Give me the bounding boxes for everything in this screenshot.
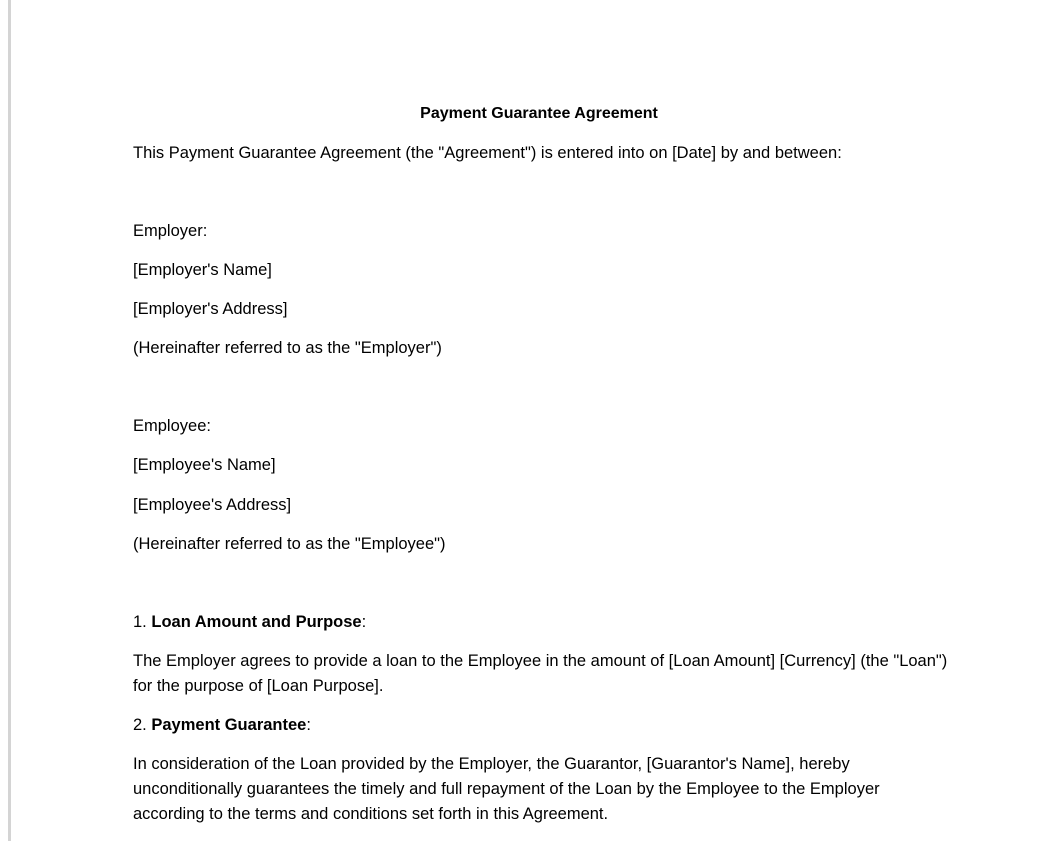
employer-heading: Employer: <box>133 222 208 240</box>
section-colon: : <box>361 613 367 631</box>
employer-referred: (Hereinafter referred to as the "Employer") <box>133 339 442 357</box>
document-title: Payment Guarantee Agreement <box>420 105 658 122</box>
document-page <box>11 0 1053 841</box>
section-heading-payment-guarantee <box>133 713 953 738</box>
section-number: 1. <box>133 613 147 631</box>
employer-address: [Employer's Address] <box>133 300 288 318</box>
section-heading-loan-amount <box>133 610 953 635</box>
employee-name: [Employee's Name] <box>133 456 276 474</box>
section-title: Payment Guarantee <box>151 716 307 734</box>
section-number: 2. <box>133 716 147 734</box>
section-body-loan-amount: The Employer agrees to provide a loan to the Employee in the amount of [Loan Amount] [Currency] (the "Loan") for the purpose of [Loan Purpose]. <box>133 652 948 695</box>
employee-heading: Employee: <box>133 417 211 435</box>
intro-paragraph: This Payment Guarantee Agreement (the "Agreement") is entered into on [Date] by and between: <box>133 144 842 162</box>
employee-referred: (Hereinafter referred to as the "Employee") <box>133 535 446 553</box>
section-colon: : <box>306 716 311 734</box>
employer-name: [Employer's Name] <box>133 261 272 279</box>
employee-address: [Employee's Address] <box>133 496 292 514</box>
section-body-payment-guarantee: In consideration of the Loan provided by the Employer, the Guarantor, [Guarantor's Name], hereby unconditionally guarantees the timely and full repayment of the Loan by the Employee to the Employer according to the terms and conditions set forth in this Agreement. <box>133 755 880 823</box>
section-title: Loan Amount and Purpose <box>151 613 362 631</box>
